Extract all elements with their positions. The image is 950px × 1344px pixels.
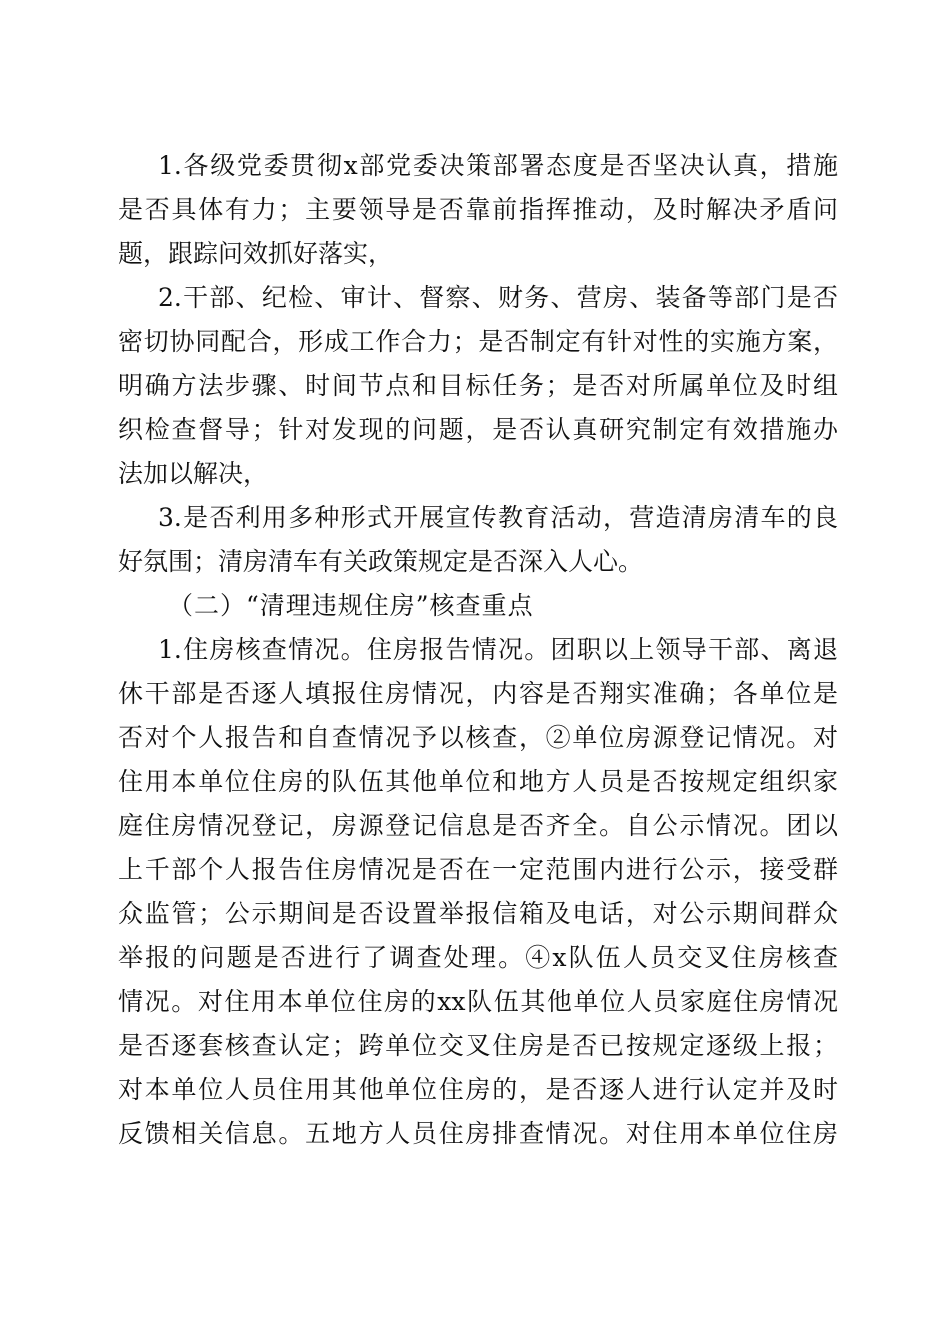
paragraph-4-line-10: 是否逐套核查认定；跨单位交叉住房是否已按规定逐级上报； [118,1031,838,1060]
paragraph-4-line-3: 否对个人报告和自查情况予以核查，②单位房源登记情况。对 [118,723,838,752]
paragraph-2-line-2: 密切协同配合，形成工作合力；是否制定有针对性的实施方案， [118,327,838,356]
paragraph-1-line-2: 是否具体有力；主要领导是否靠前指挥推动，及时解决矛盾问 [118,195,838,224]
paragraph-4-line-8: 举报的问题是否进行了调查处理。④x队伍人员交叉住房核查 [118,943,838,972]
paragraph-4-line-12: 反馈相关信息。五地方人员住房排查情况。对住用本单位住房 [118,1119,838,1148]
paragraph-2-line-3: 明确方法步骤、时间节点和目标任务；是否对所属单位及时组 [118,371,838,400]
paragraph-4-line-11: 对本单位人员住用其他单位住房的，是否逐人进行认定并及时 [118,1075,838,1104]
paragraph-4-line-5: 庭住房情况登记，房源登记信息是否齐全。自公示情况。团以 [118,811,838,840]
paragraph-4-line-4: 住用本单位住房的队伍其他单位和地方人员是否按规定组织家 [118,767,838,796]
paragraph-2-line-4: 织检查督导；针对发现的问题，是否认真研究制定有效措施办 [118,415,838,444]
paragraph-1-line-3: 题，跟踪问效抓好落实， [118,239,394,268]
section-heading: （二）“清理违规住房”核查重点 [168,591,534,620]
paragraph-4-line-7: 众监管；公示期间是否设置举报信箱及电话，对公示期间群众 [118,899,838,928]
paragraph-4-line-9: 情况。对住用本单位住房的xx队伍其他单位人员家庭住房情况 [118,987,838,1016]
paragraph-3-line-1: 3.是否利用多种形式开展宣传教育活动，营造清房清车的良 [158,503,838,532]
paragraph-2-line-5: 法加以解决， [118,459,269,488]
paragraph-4-line-2: 休干部是否逐人填报住房情况，内容是否翔实准确；各单位是 [118,679,838,708]
paragraph-1-line-1: 1.各级党委贯彻x部党委决策部署态度是否坚决认真，措施 [158,151,838,180]
paragraph-2-line-1: 2.干部、纪检、审计、督察、财务、营房、装备等部门是否 [158,283,838,312]
paragraph-4-line-1: 1.住房核查情况。住房报告情况。团职以上领导干部、离退 [158,635,838,664]
paragraph-3-line-2: 好氛围；清房清车有关政策规定是否深入人心。 [118,547,644,576]
paragraph-4-line-6: 上千部个人报告住房情况是否在一定范围内进行公示，接受群 [118,855,838,884]
